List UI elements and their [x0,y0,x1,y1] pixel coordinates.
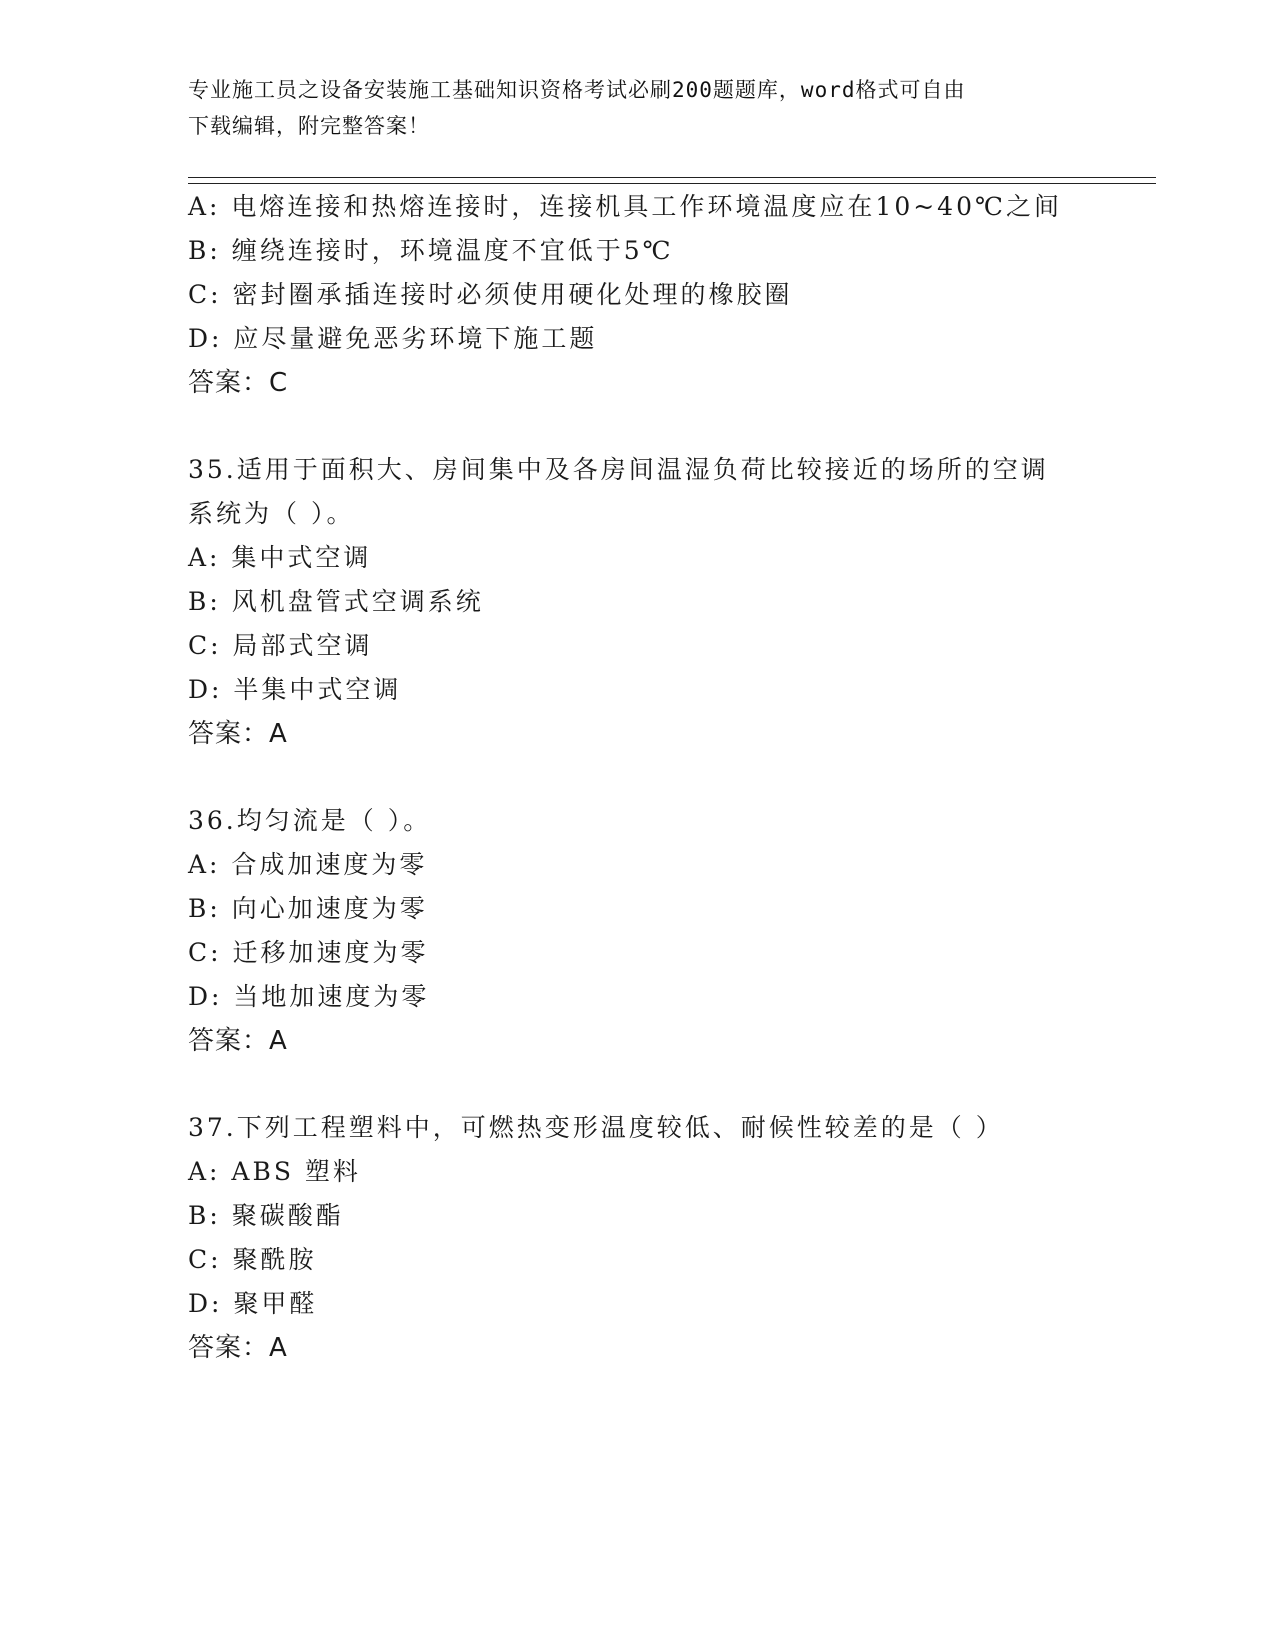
option-d: D: 半集中式空调 [188,675,402,704]
option-b: B: 缠绕连接时，环境温度不宜低于5℃ [188,236,674,265]
option-b: B: 风机盘管式空调系统 [188,587,484,616]
option-c: C: 密封圈承插连接时必须使用硬化处理的橡胶圈 [188,280,793,309]
header-title-line-2: 下载编辑，附完整答案！ [188,114,430,138]
question-stem: 35.适用于面积大、房间集中及各房间温湿负荷比较接近的场所的空调 [188,455,1049,484]
option-d: D: 当地加速度为零 [188,982,430,1011]
answer-label: 答案：A [188,1026,288,1056]
option-b: B: 聚碳酸酯 [188,1201,344,1230]
answer-label: 答案：A [188,719,288,749]
option-a: A: 电熔连接和热熔连接时，连接机具工作环境温度应在10~40℃之间 [188,192,1062,221]
answer-label: 答案：A [188,1333,288,1363]
answer-label: 答案：C [188,368,289,398]
header-title-line-1: 专业施工员之设备安装施工基础知识资格考试必刷200题题库，word格式可自由 [188,78,966,102]
question-stem: 36.均匀流是（ ）。 [188,806,432,835]
header-divider-top [188,177,1156,178]
option-c: C: 聚酰胺 [188,1245,317,1274]
header-divider-bottom [188,183,1156,184]
option-a: A: 合成加速度为零 [188,850,428,879]
option-d: D: 聚甲醛 [188,1289,318,1318]
option-a: A: 集中式空调 [188,543,372,572]
option-d: D: 应尽量避免恶劣环境下施工题 [188,324,598,353]
option-c: C: 迁移加速度为零 [188,938,429,967]
question-stem-continued: 系统为（ ）。 [188,499,355,528]
question-stem: 37.下列工程塑料中，可燃热变形温度较低、耐候性较差的是（ ） [188,1113,1004,1142]
option-b: B: 向心加速度为零 [188,894,428,923]
option-a: A: ABS 塑料 [188,1157,361,1186]
option-c: C: 局部式空调 [188,631,373,660]
document-header [188,72,1068,144]
